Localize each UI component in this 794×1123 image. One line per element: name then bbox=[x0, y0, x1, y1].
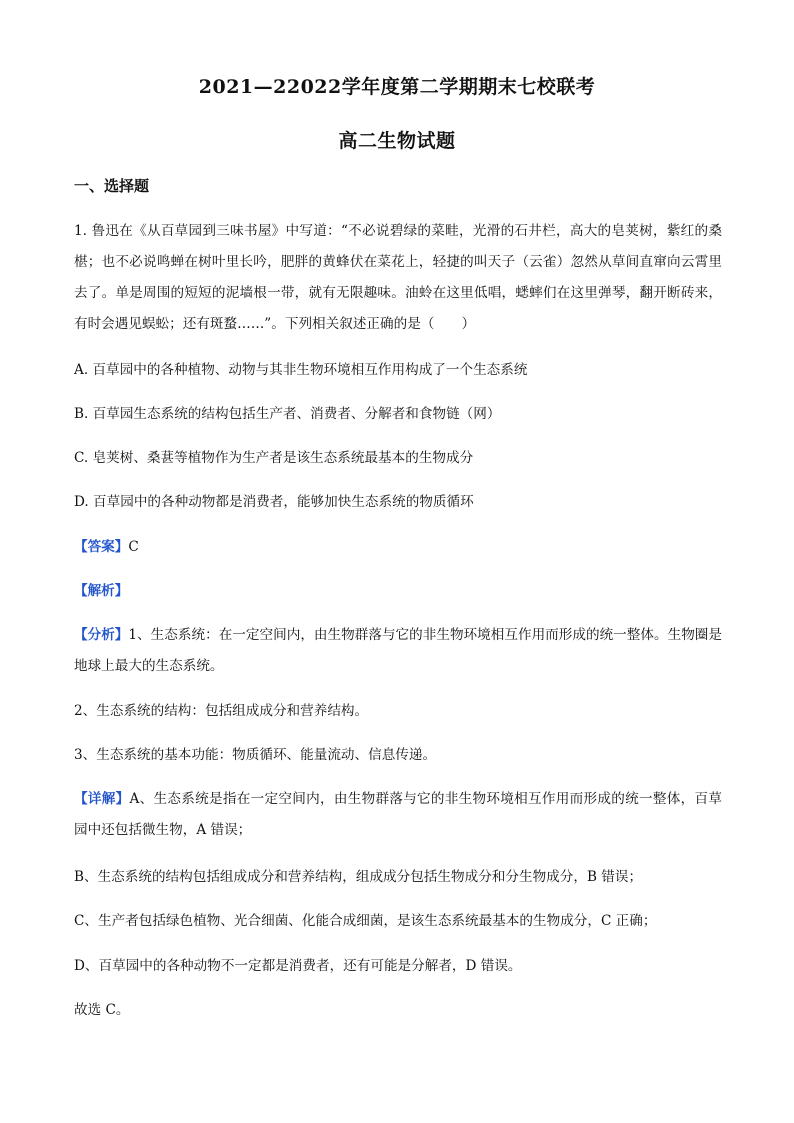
xiangjie-a: A、生态系统是指在一定空间内，由生物群落与它的非生物环境相互作用而形成的统一整体，百草园中还包括微生物，A 错误； bbox=[74, 791, 722, 838]
xiangjie-b: B、生态系统的结构包括组成成分和营养结构，组成成分包括生物成分和分生物成分，B 错误； bbox=[74, 869, 643, 885]
option-c: C. 皂荚树、桑葚等植物作为生产者是该生态系统最基本的生物成分 bbox=[74, 450, 474, 466]
answer-label: 【答案】 bbox=[74, 539, 129, 555]
fenxi-text: 1、生态系统：在一定空间内，由生物群落与它的非生物环境相互作用而形成的统一整体。生物圈是地球上最大的生态系统。 bbox=[74, 627, 722, 674]
xiangjie-d: D、百草园中的各种动物不一定都是消费者，还有可能是分解者，D 错误。 bbox=[74, 958, 522, 974]
fenxi-paragraph bbox=[74, 620, 722, 682]
answer-line bbox=[74, 532, 722, 563]
fenxi-point-2: 2、生态系统的结构：包括组成成分和营养结构。 bbox=[74, 703, 369, 719]
fenxi-label: 【分析】 bbox=[74, 627, 129, 643]
answer-value: C bbox=[128, 539, 139, 555]
option-d: D. 百草园中的各种动物都是消费者，能够加快生态系统的物质循环 bbox=[74, 494, 474, 510]
analysis-label: 【解析】 bbox=[74, 583, 129, 599]
fenxi-point-3: 3、生态系统的基本功能：物质循环、能量流动、信息传递。 bbox=[74, 747, 437, 763]
xiangjie-paragraph bbox=[74, 784, 722, 846]
conclusion: 故选 C。 bbox=[74, 1002, 130, 1018]
xiangjie-label: 【详解】 bbox=[74, 791, 130, 807]
question-stem: 1. 鲁迅在《从百草园到三味书屋》中写道：“不必说碧绿的菜畦，光滑的石井栏，高大的皂荚树，紫红的桑椹；也不必说鸣蝉在树叶里长吟，肥胖的黄蜂伏在菜花上，轻捷的叫天子（云雀）忽然从草间直窜向云霄里去了。单是周围的短短的泥墙根一带，就有无限趣味。油蛉在这里低唱，蟋蟀们在这里弹琴，翻开断砖来，有时会遇见蜈蚣；还有斑蝥……”。下列相关叙述正确的是（ ） bbox=[74, 223, 722, 332]
exam-subtitle: 高二生物试题 bbox=[338, 130, 456, 152]
exam-title: 2021—22022学年度第二学期期末七校联考 bbox=[198, 76, 596, 98]
analysis-line bbox=[74, 576, 722, 607]
option-a: A. 百草园中的各种植物、动物与其非生物环境相互作用构成了一个生态系统 bbox=[74, 362, 528, 378]
section-heading: 一、选择题 bbox=[74, 177, 150, 195]
xiangjie-c: C、生产者包括绿色植物、光合细菌、化能合成细菌，是该生态系统最基本的生物成分，C 正确； bbox=[74, 913, 657, 929]
option-b: B. 百草园生态系统的结构包括生产者、消费者、分解者和食物链（网） bbox=[74, 406, 501, 422]
